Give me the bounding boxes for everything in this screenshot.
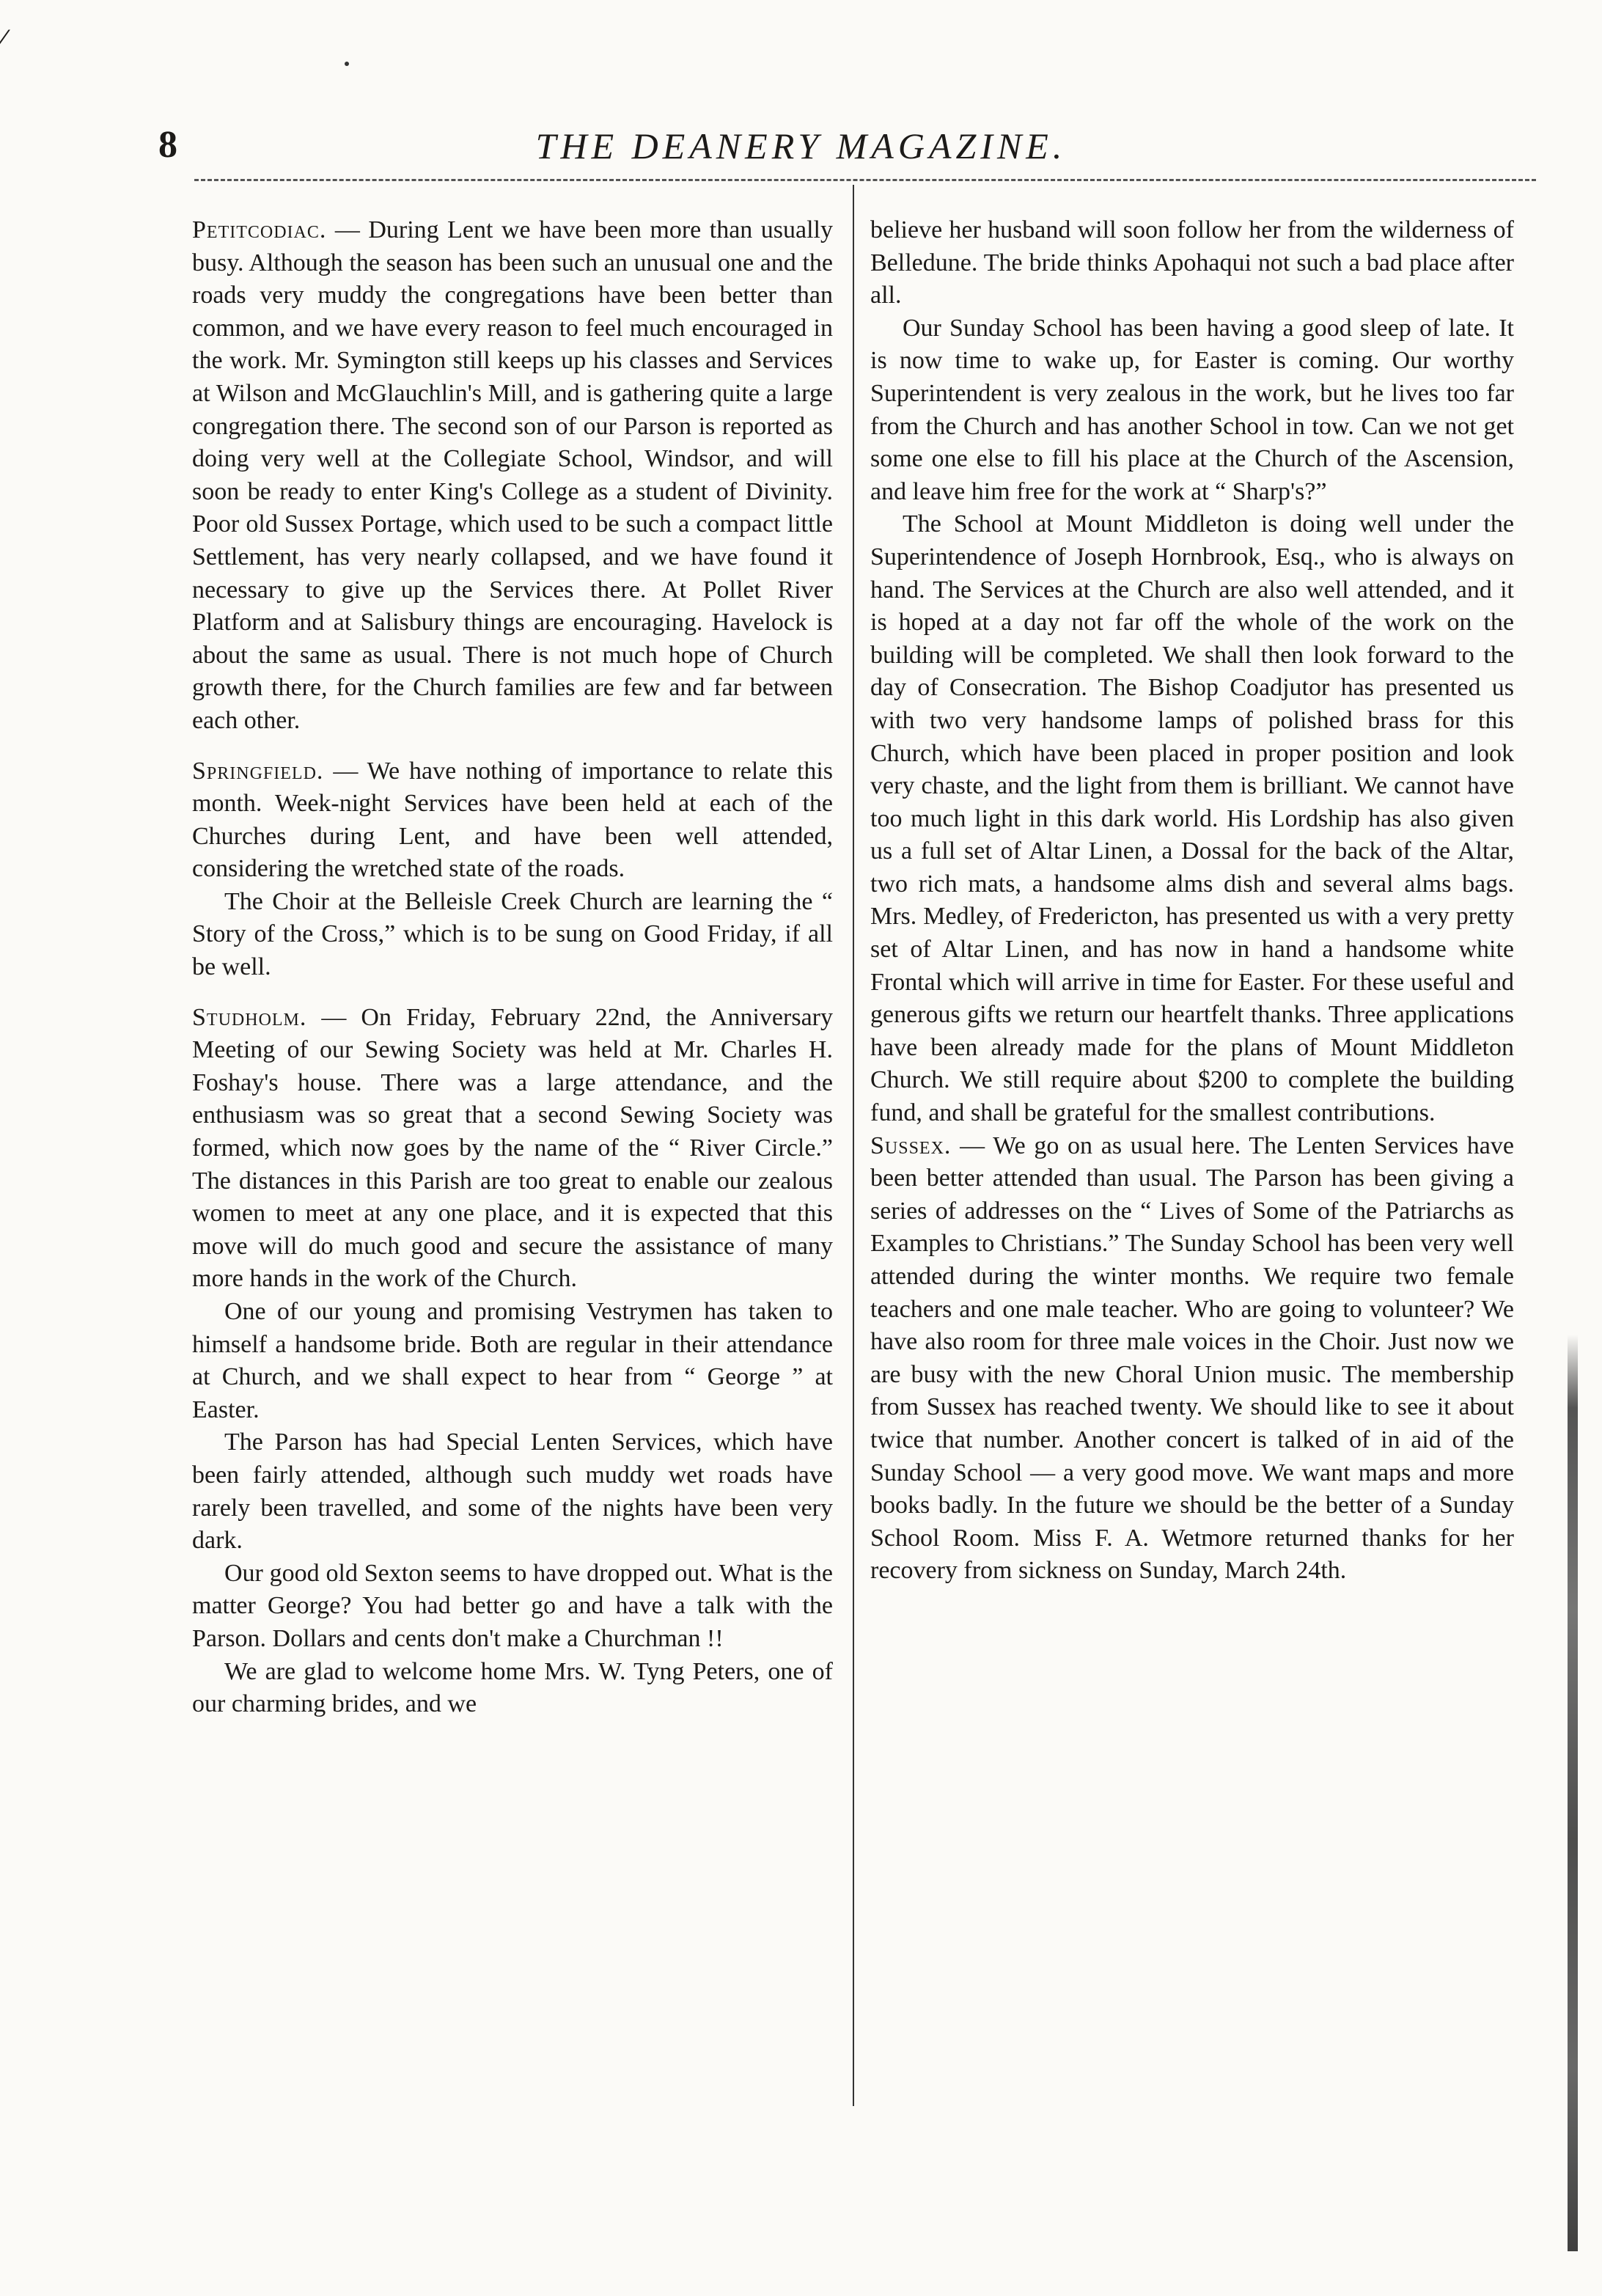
parish-heading: Springfield. [192,757,324,785]
paragraph-text: Our good old Sexton seems to have dropped out. What is the matter George? You had better go and have a talk with the Parson. Dollars and cents don't make a Churchman !! [192,1559,833,1652]
running-head: THE DEANERY MAGAZINE. [535,125,1067,166]
paragraph-lenten-services [192,1426,833,1557]
paragraph-sexton [192,1558,833,1656]
paragraph-choir [192,886,833,984]
paragraph-text: We are glad to welcome home Mrs. W. Tyng Peters, one of our charming brides, and we [192,1657,833,1718]
paragraph-mount-middleton [870,508,1514,1129]
paragraph-text: The School at Mount Middleton is doing well under the Superintendence of Joseph Hornbrook, Esq., who is always on hand. The Services at the Church are also well attended, and it is hoped at a day not far off the whole of the work on the building will be completed. We shall then look forward to the day of Consecration. The Bishop Coadjutor has presented us with two very handsome lamps of polished brass for this Church, which have been placed in proper position and look very chaste, and the light from them is brilliant. We cannot have too much light in this dark world. His Lordship has also given us a full set of Altar Linen, a Dossal for the back of the Altar, two rich mats, a handsome alms dish and several alms bags. Mrs. Medley, of Fredericton, has presented us with a very pretty set of Altar Linen, and has now in hand a handsome white Frontal which will arrive in time for Easter. For these useful and generous gifts we return our heartfelt thanks. Three applications have been already made for the plans of Mount Middleton Church. We still require about $200 to complete the building fund, and shall be grateful for the smallest contributions. [870,510,1514,1127]
corner-mark: ⁄ [0,23,5,56]
paragraph-text: — During Lent we have been more than usually busy. Although the season has been such an unusual one and the roads very muddy the congregations have been better than common, and we have every reason to feel much encouraged in the work. Mr. Symington still keeps up his classes and Services at Wilson and McGlauchlin's Mill, and is gathering quite a large congregation there. The second son of our Parson is reported as doing very well at the Collegiate School, Windsor, and will soon be ready to enter King's College as a student of Divinity. Poor old Sussex Portage, which used to be such a compact little Settlement, has very nearly collapsed, and we have found it necessary to give up the Services there. At Pollet River Platform and at Salisbury things are encouraging. Havelock is about the same as usual. There is not much hope of Church growth there, for the Church families are few and far between each other. [192,216,833,734]
paragraph-text: Our Sunday School has been having a good sleep of late. It is now time to wake up, for Easter is coming. Our worthy Superintendent is very zealous in the work, but he lives too far from the Church and has another School in tow. Can we not get some one else to fill his place at the Church of the Ascension, and leave him free for the work at “ Sharp's?” [870,314,1514,505]
paragraph-welcome [192,1656,833,1721]
paragraph-text: One of our young and promising Vestrymen has taken to himself a handsome bride. Both are regular in their attendance at Church, and we shall expect to hear from “ George ” at Easter. [192,1298,833,1423]
parish-heading: Sussex. [870,1132,952,1159]
speck [345,62,349,66]
page-number: 8 [158,124,177,166]
paragraph-text: The Choir at the Belleisle Creek Church are learning the “ Story of the Cross,” which is to be sung on Good Friday, if all be well. [192,887,833,981]
right-column [870,214,1514,1588]
paragraph-text: — We have nothing of importance to relate this month. Week-night Services have been held at each of the Churches during Lent, and have been well attended, considering the wretched state of the roads. [192,757,833,883]
paragraph-petitcodiac [192,214,833,738]
parish-heading: Petitcodiac. [192,216,327,243]
header-rule [194,179,1536,181]
paragraph-continued [870,214,1514,312]
paragraph-text: — On Friday, February 22nd, the Anniversary Meeting of our Sewing Society was held at Mr. Charles H. Foshay's house. There was a large attendance, and the enthusiasm was so great that a second Sewing Society was formed, which now goes by the name of the “ River Circle.” The distances in this Parish are too great to enable our zealous women to meet at any one place, and it is expected that this move will do much good and secure the assistance of many more hands in the work of the Church. [192,1003,833,1293]
paragraph-text: believe her husband will soon follow her from the wilderness of Belledune. The bride thinks Apohaqui not such a bad place after all. [870,216,1514,309]
column-rule [853,185,854,2106]
paragraph-vestrymen [192,1296,833,1426]
paragraph-studholm [192,1002,833,1296]
binding-edge [1568,1335,1578,2251]
paragraph-sunday-school [870,312,1514,509]
parish-heading: Studholm. [192,1003,307,1031]
paragraph-text: The Parson has had Special Lenten Services, which have been fairly attended, although such muddy wet roads have rarely been travelled, and some of the nights have been very dark. [192,1428,833,1555]
left-column [192,214,833,1721]
paragraph-text: — We go on as usual here. The Lenten Services have been better attended than usual. The Parson has been giving a series of addresses on the “ Lives of Some of the Patriarchs as Examples to Christians.” The Sunday School has been very well attended during the winter months. We require two female teachers and one male teacher. Who are going to volunteer? We have also room for three male voices in the Choir. Just now we are busy with the new Choral Union music. The membership from Sussex has reached twenty. We should like to see it about twice that number. Another concert is talked of in aid of the Sunday School — a very good move. We want maps and more books badly. In the future we should be the better of a Sunday School Room. Miss F. A. Wetmore returned thanks for her recovery from sickness on Sunday, March 24th. [870,1132,1514,1585]
paragraph-sussex [870,1130,1514,1588]
paragraph-springfield [192,755,833,886]
